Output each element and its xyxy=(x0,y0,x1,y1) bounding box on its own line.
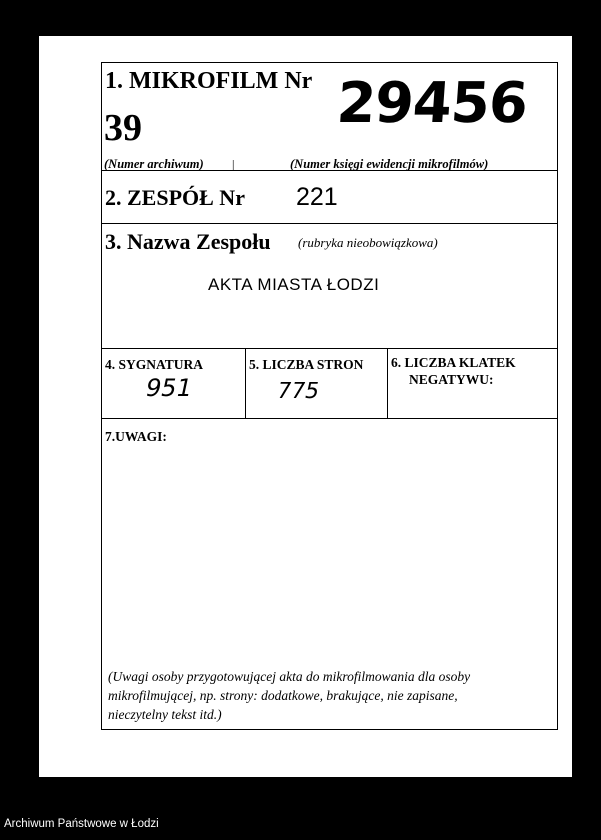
microfilm-form xyxy=(101,62,558,730)
section1-title: 1. MIKROFILM Nr xyxy=(105,68,313,94)
archive-number-caption: (Numer archiwum) xyxy=(104,157,204,171)
divider xyxy=(102,348,557,349)
archive-footer: Archiwum Państwowe w Łodzi xyxy=(4,818,159,830)
page-count-value: 775 xyxy=(274,379,322,404)
fonds-number: 221 xyxy=(296,183,338,211)
section4-title: 4. SYGNATURA xyxy=(105,357,204,372)
fonds-name: AKTA MIASTA ŁODZI xyxy=(208,275,380,294)
section6-title-line1: 6. LICZBA KLATEK xyxy=(391,355,516,370)
divider xyxy=(245,348,246,418)
divider xyxy=(102,418,557,419)
section5-title: 5. LICZBA STRON xyxy=(249,357,364,372)
section7-title: 7.UWAGI: xyxy=(105,429,167,444)
microfilm-number-caption: (Numer księgi ewidencji mikrofilmów) xyxy=(290,157,489,171)
signature-value: 951 xyxy=(143,374,195,402)
divider xyxy=(102,223,557,224)
microfilm-number: 29456 xyxy=(334,71,530,136)
divider xyxy=(387,348,388,418)
tick-mark: | xyxy=(232,157,235,171)
remarks-note-line3: nieczytelny tekst itd.) xyxy=(108,707,222,722)
remarks-note-line1: (Uwagi osoby przygotowującej akta do mikrofilmowania dla osoby xyxy=(108,669,471,684)
section3-title: 3. Nazwa Zespołu xyxy=(105,229,271,254)
archive-number: 39 xyxy=(104,107,142,149)
section2-title: 2. ZESPÓŁ Nr xyxy=(105,185,245,210)
remarks-note-line2: mikrofilmującej, np. strony: dodatkowe, brakujące, nie zapisane, xyxy=(108,688,458,703)
section6-title-line2: NEGATYWU: xyxy=(409,372,494,387)
section3-note: (rubryka nieobowiązkowa) xyxy=(298,235,438,250)
